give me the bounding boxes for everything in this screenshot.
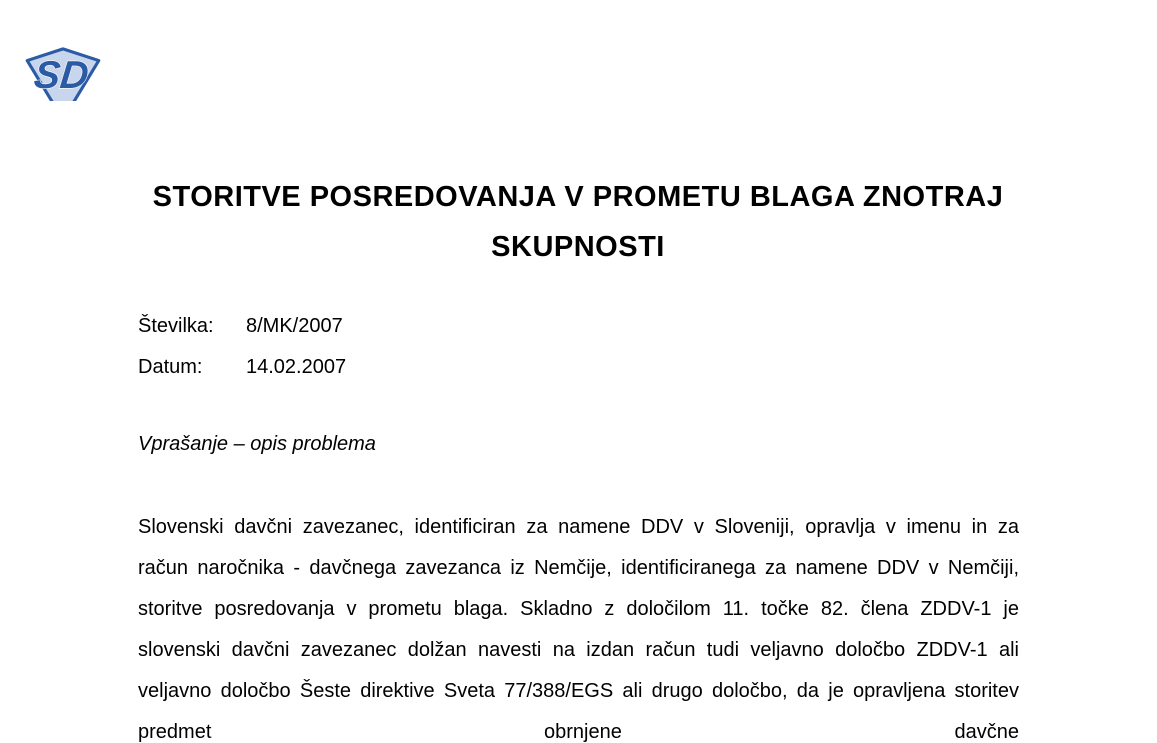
meta-value-number: 8/MK/2007 (246, 315, 343, 337)
page-title-line-2: SKUPNOSTI (491, 231, 665, 263)
section-heading-question: Vprašanje – opis problema (138, 433, 376, 455)
meta-row-date (138, 347, 738, 388)
meta-label-date: Datum: (138, 356, 203, 378)
body-paragraph: Slovenski davčni zavezanec, identificiran za namene DDV v Sloveniji, opravlja v imenu in za račun naročnika - davčnega zavezanca iz Nemčije, identificiranega za namene DDV v Nemčiji, storitve posredovanja v prometu blaga. Skladno z določilom 11. točke 82. člena ZDDV-1 je slovenski davčni zavezanec dolžan navesti na izdan račun tudi veljavno določbo ZDDV-1 ali veljavno določbo Šeste direktive Sveta 77/388/EGS ali drugo določbo, da je opravljena storitev predmet obrnjene davčne (138, 516, 1019, 743)
logo-letters: SD (32, 53, 91, 97)
page-title-line-1: STORITVE POSREDOVANJA V PROMETU BLAGA ZNOTRAJ (152, 181, 1004, 213)
meta-row-number (138, 306, 738, 347)
meta-value-date: 14.02.2007 (246, 356, 347, 378)
meta-label-number: Številka: (138, 315, 214, 337)
sd-diamond-logo (24, 45, 102, 101)
page-title (138, 172, 1018, 272)
document-meta (138, 306, 738, 388)
